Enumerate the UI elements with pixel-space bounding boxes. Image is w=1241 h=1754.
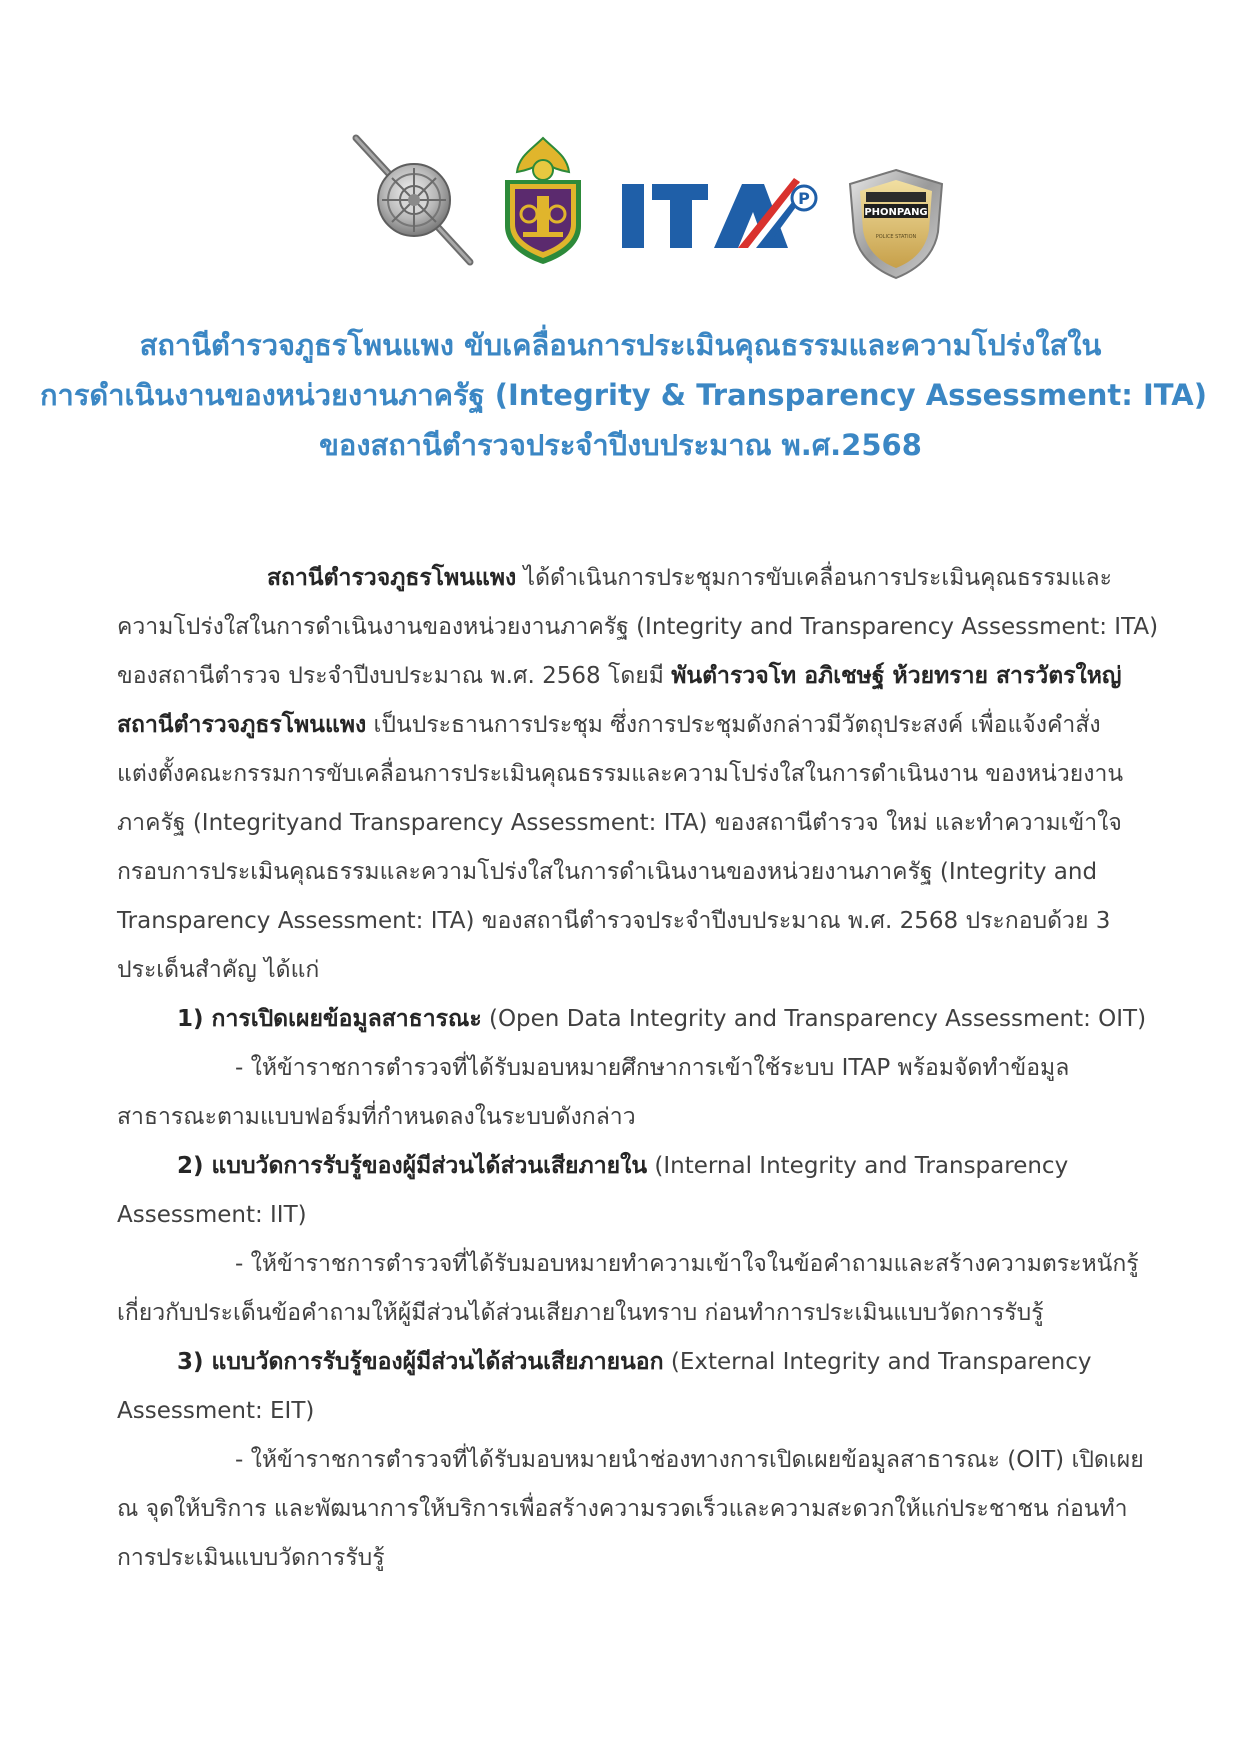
chairman-name-bold: พันตำรวจโท อภิเชษฐ์ ห้วยทราย สารวัตรใหญ่ <box>671 663 1122 689</box>
logo-row <box>0 130 1241 280</box>
station-name-bold: สถานีตำรวจภูธรโพนแพง <box>117 712 367 738</box>
paragraph-text: เป็นประธานการประชุม ซึ่งการประชุมดังกล่าวมีวัตถุประสงค์ เพื่อแจ้งคำสั่ง <box>366 712 1101 738</box>
paragraph-text: ได้ดำเนินการประชุมการขับเคลื่อนการประเมินคุณธรรมและ <box>516 565 1113 591</box>
article-body <box>117 554 1159 1583</box>
list-item-heading <box>117 995 1147 1044</box>
shield-sub: POLICE STATION <box>875 234 917 240</box>
list-item-subtitle-cont: Assessment: IIT) <box>117 1202 307 1228</box>
list-item-title: 3) แบบวัดการรับรู้ของผู้มีส่วนได้ส่วนเสียภายนอก <box>177 1349 664 1375</box>
list-item-heading <box>117 1142 1141 1191</box>
list-item-title: 1) การเปิดเผยข้อมูลสาธารณะ <box>177 1006 482 1032</box>
paragraph-line: Transparency Assessment: ITA) ของสถานีตำรวจประจำปีงบประมาณ พ.ศ. 2568 ประกอบด้วย 3 <box>117 908 1111 934</box>
paragraph-line: กรอบการประเมินคุณธรรมและความโปร่งใสในการดำเนินงานของหน่วยงานภาครัฐ (Integrity and <box>117 859 1098 885</box>
station-name-bold: สถานีตำรวจภูธรโพนแพง <box>267 565 517 591</box>
title-line-2: การดำเนินงานของหน่วยงานภาครัฐ (Integrity & Transparency Assessment: ITA) <box>40 378 1207 412</box>
page-title <box>40 320 1207 470</box>
list-item-detail: - ให้ข้าราชการตำรวจที่ได้รับมอบหมายนำช่องทางการเปิดเผยข้อมูลสาธารณะ (OIT) เปิดเผย <box>235 1447 1144 1473</box>
title-line-1: สถานีตำรวจภูธรโพนแพง ขับเคลื่อนการประเมินคุณธรรมและความโปร่งใสใน <box>139 328 1102 362</box>
police-crest-logo <box>497 136 589 266</box>
shield-name: PHONPANG <box>864 207 928 218</box>
title-line-3: ของสถานีตำรวจประจำปีงบประมาณ พ.ศ.2568 <box>319 428 922 462</box>
list-item-detail: การประเมินแบบวัดการรับรู้ <box>117 1545 385 1571</box>
list-item-detail: - ให้ข้าราชการตำรวจที่ได้รับมอบหมายศึกษาการเข้าใช้ระบบ ITAP พร้อมจัดทำข้อมูล <box>235 1055 1070 1081</box>
paragraph-text: ของสถานีตำรวจ ประจำปีงบประมาณ พ.ศ. 2568 โดยมี <box>117 663 672 689</box>
phonpang-shield-logo <box>846 168 946 280</box>
list-item-subtitle: (Open Data Integrity and Transparency Assessment: OIT) <box>481 1006 1147 1032</box>
list-item-subtitle: (Internal Integrity and Transparency <box>647 1153 1069 1179</box>
paragraph-line: แต่งตั้งคณะกรรมการขับเคลื่อนการประเมินคุณธรรมและความโปร่งใสในการดำเนินงาน ของหน่วยงาน <box>117 761 1124 787</box>
paragraph-line <box>117 701 1141 750</box>
paragraph-line: ประเด็นสำคัญ ได้แก่ <box>117 957 320 983</box>
list-item-subtitle-cont: Assessment: EIT) <box>117 1398 315 1424</box>
list-item-heading <box>117 1338 1141 1387</box>
list-item-detail: ณ จุดให้บริการ และพัฒนาการให้บริการเพื่อสร้างความรวดเร็วและความสะดวกให้แก่ประชาชน ก่อนทำ <box>117 1496 1128 1522</box>
royal-thai-police-emblem <box>348 130 478 270</box>
list-item-detail: เกี่ยวกับประเด็นข้อคำถามให้ผู้มีส่วนได้ส่วนเสียภายในทราบ ก่อนทำการประเมินแบบวัดการรับรู้ <box>117 1300 1044 1326</box>
list-item-detail: สาธารณะตามแบบฟอร์มที่กำหนดลงในระบบดังกล่าว <box>117 1104 636 1130</box>
paragraph-line <box>117 652 1141 701</box>
ita-logo <box>618 174 818 254</box>
list-item-subtitle: (External Integrity and Transparency <box>663 1349 1092 1375</box>
paragraph-line <box>117 554 1141 603</box>
paragraph-line: ภาครัฐ (Integrityand Transparency Assessment: ITA) ของสถานีตำรวจ ใหม่ และทำความเข้าใจ <box>117 810 1122 836</box>
paragraph-line: ความโปร่งใสในการดำเนินงานของหน่วยงานภาครัฐ (Integrity and Transparency Assessment: ITA) <box>117 614 1159 640</box>
ita-badge-letter: P <box>798 189 810 208</box>
list-item-detail: - ให้ข้าราชการตำรวจที่ได้รับมอบหมายทำความเข้าใจในข้อคำถามและสร้างความตระหนักรู้ <box>235 1251 1139 1277</box>
list-item-title: 2) แบบวัดการรับรู้ของผู้มีส่วนได้ส่วนเสียภายใน <box>177 1153 648 1179</box>
